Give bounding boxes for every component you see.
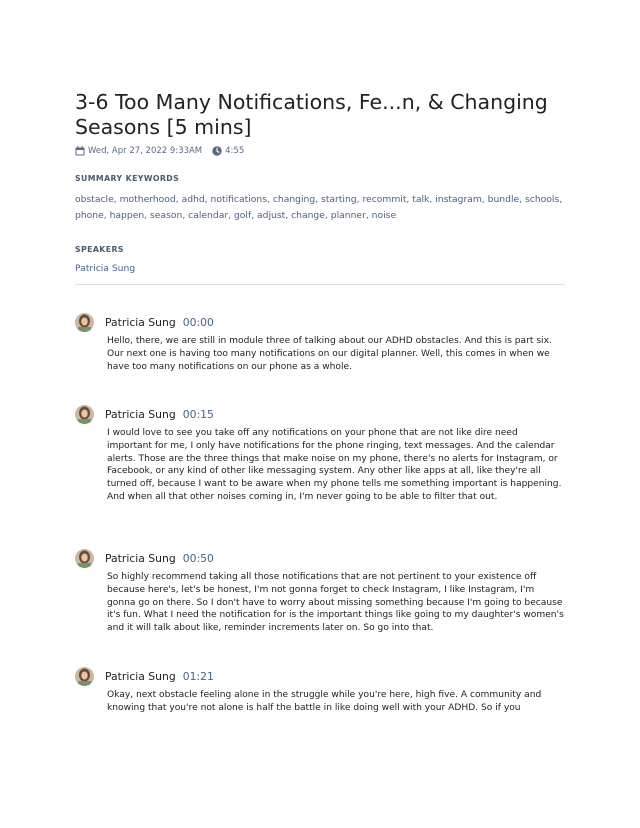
calendar-icon <box>75 146 85 156</box>
page-title: 3-6 Too Many Notifications, Fe...n, & Changing Seasons [5 mins] <box>75 90 548 139</box>
segment-text: I would love to see you take off any notifications on your phone that are not like dire need important for me, I only have notifications for the phone ringing, text messages. And the calendar alerts. Those are the three things that make noise on my phone, there's no alerts for Instagram, or Facebook, or any kind of other like messaging system. Any other like apps at all, like they're all turned off, because I want to be aware when my phone tells me something important is happening. And when all that other noises coming in, I'm never going to be able to filter that out. <box>107 428 562 502</box>
transcript-segment <box>75 312 565 373</box>
speaker-name: Patricia Sung <box>105 407 176 421</box>
document-meta <box>75 146 565 156</box>
timestamp: 00:00 <box>182 315 214 329</box>
transcript-segment <box>75 404 565 504</box>
timestamp: 01:21 <box>182 669 214 683</box>
segment-text: Hello, there, we are still in module three of talking about our ADHD obstacles. And this is part six. Our next one is having too many notifications on our digital planner. Well, this comes in when we have too many notifications on our phone as a whole. <box>107 336 552 372</box>
duration-item <box>212 146 244 156</box>
transcript-segment <box>75 666 565 717</box>
summary-keywords-label: SUMMARY KEYWORDS <box>75 174 180 183</box>
clock-icon <box>212 146 222 156</box>
segment-header <box>75 666 565 686</box>
segment-text: Okay, next obstacle feeling alone in the struggle while you're here, high five. A community and knowing that you're not alone is half the battle in like doing well with your ADHD. So if you <box>107 690 542 713</box>
segment-header <box>75 312 565 332</box>
speakers-label: SPEAKERS <box>75 245 124 254</box>
avatar <box>75 313 94 332</box>
avatar <box>75 667 94 686</box>
summary-keywords: obstacle, motherhood, adhd, notifications, changing, starting, recommit, talk, instagram, bundle, schools, phone, happen, season, calendar, golf, adjust, change, planner, noise <box>75 194 563 221</box>
speaker-name: Patricia Sung <box>105 669 176 683</box>
segment-header <box>75 548 565 568</box>
segment-header <box>75 404 565 424</box>
timestamp: 00:15 <box>182 407 214 421</box>
speaker-name: Patricia Sung <box>105 551 176 565</box>
document-header <box>75 90 565 285</box>
speakers-list: Patricia Sung <box>75 263 136 274</box>
duration-text: 4:55 <box>225 146 245 156</box>
transcript-segment <box>75 548 565 635</box>
divider <box>75 284 565 285</box>
date-item <box>75 146 202 156</box>
avatar <box>75 405 94 424</box>
date-text: Wed, Apr 27, 2022 9:33AM <box>88 146 203 156</box>
segment-text: So highly recommend taking all those notifications that are not pertinent to your existence off because here's, let's be honest, I'm not gonna forget to check Instagram, I like Instagram, I'm gonna go on there. So I don't have to worry about missing something because I'm going to because it's fun. What I need the notification for is the important things like going to my daughter's women's and it will talk about like, reminder increments later on. So go into that. <box>107 572 564 634</box>
speaker-name: Patricia Sung <box>105 315 176 329</box>
timestamp: 00:50 <box>182 551 214 565</box>
avatar <box>75 549 94 568</box>
